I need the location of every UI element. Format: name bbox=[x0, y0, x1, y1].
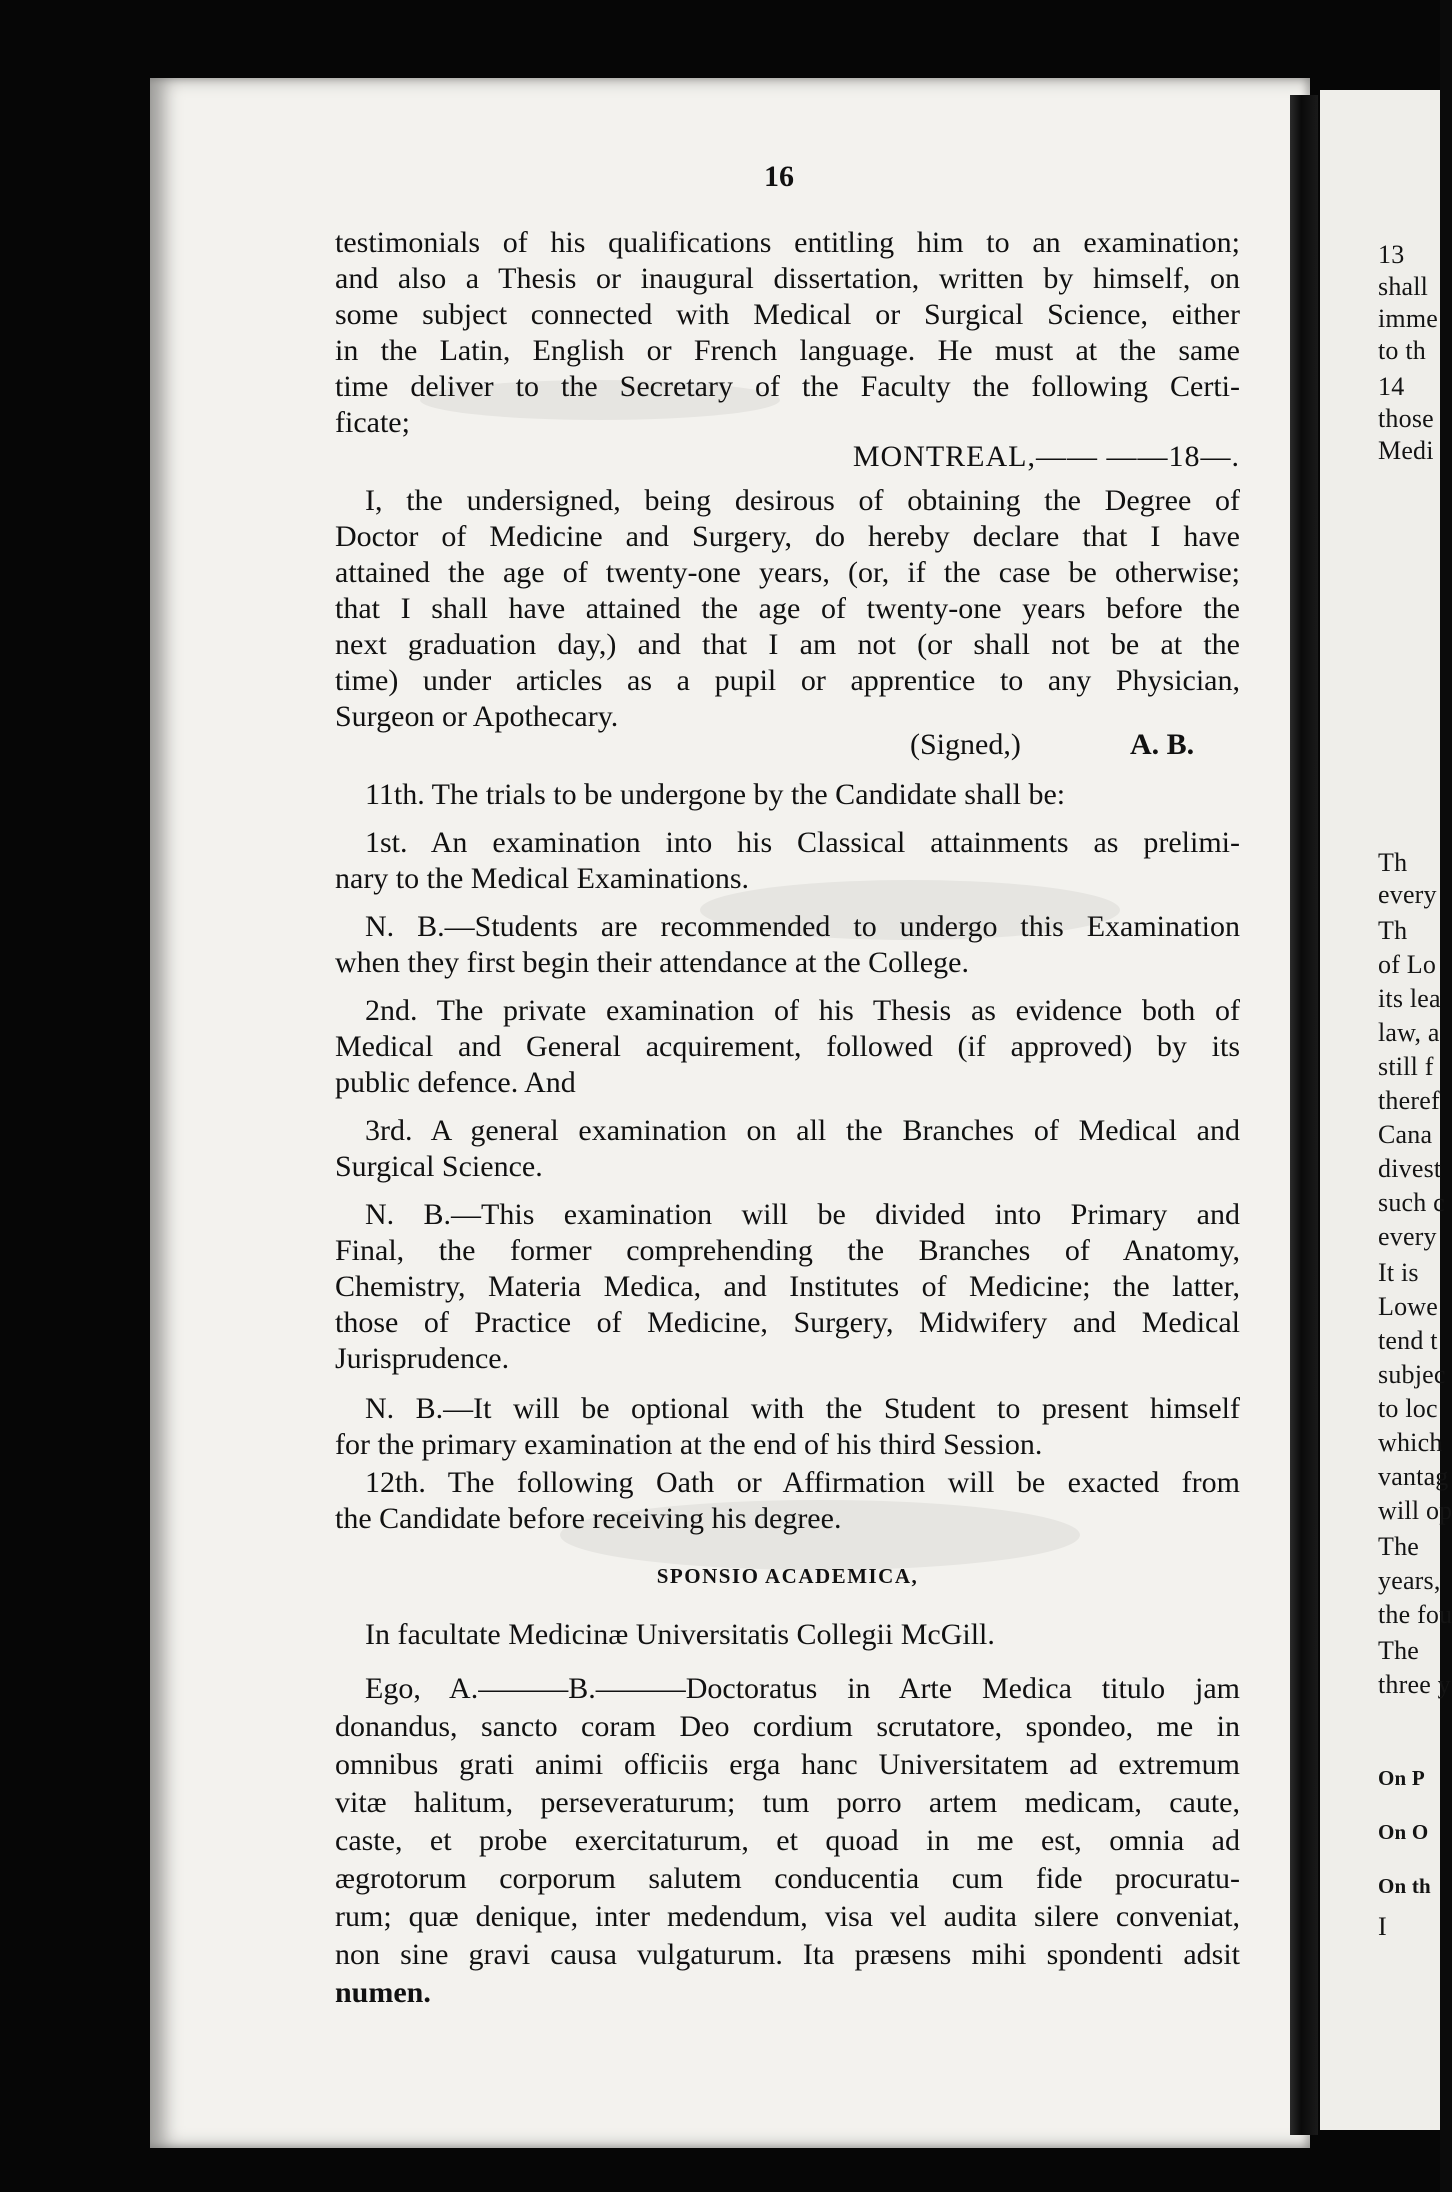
note-1: N. B.—Students are recommended to undergo this Examination bbox=[365, 910, 1240, 943]
latin-intro: In facultate Medicinæ Universitatis Collegii McGill. bbox=[365, 1618, 995, 1651]
adjacent-page-line: On P bbox=[1378, 1766, 1425, 1790]
text-line: some subject connected with Medical or Surgical Science, either bbox=[335, 298, 1240, 331]
note-1: when they first begin their attendance at the College. bbox=[335, 946, 969, 979]
adjacent-page-line: still f bbox=[1378, 1052, 1434, 1081]
item-third: 3rd. A general examination on all the Branches of Medical and bbox=[365, 1114, 1240, 1147]
adjacent-page-line: those bbox=[1378, 404, 1434, 433]
adjacent-page-line: which bbox=[1378, 1428, 1443, 1457]
adjacent-page-line: On O bbox=[1378, 1820, 1429, 1844]
note-2: Final, the former comprehending the Branches of Anatomy, bbox=[335, 1234, 1240, 1267]
latin-line: Ego, A.———B.———Doctoratus in Arte Medica titulo jam bbox=[365, 1672, 1240, 1705]
latin-line: donandus, sancto coram Deo cordium scrutatore, spondeo, me in bbox=[335, 1710, 1240, 1743]
note-3: for the primary examination at the end of his third Session. bbox=[335, 1428, 1043, 1461]
section-12: 12th. The following Oath or Affirmation will be exacted from bbox=[365, 1466, 1240, 1499]
text-line: ficate; bbox=[335, 406, 410, 439]
text-line: and also a Thesis or inaugural dissertation, written by himself, on bbox=[335, 262, 1240, 295]
certificate-line: attained the age of twenty-one years, (or, if the case be otherwise; bbox=[335, 556, 1240, 589]
adjacent-page-line: vantag bbox=[1378, 1462, 1449, 1491]
adjacent-page-line: Lowe bbox=[1378, 1292, 1438, 1321]
certificate-dateline: MONTREAL,—— ——18—. bbox=[852, 440, 1240, 473]
item-second: Medical and General acquirement, followed (if approved) by its bbox=[335, 1030, 1240, 1063]
sponsio-heading: SPONSIO ACADEMICA, bbox=[656, 1564, 919, 1588]
adjacent-page-line: the fou bbox=[1378, 1600, 1452, 1629]
latin-line: omnibus grati animi officiis erga hanc Universitatem ad extremum bbox=[335, 1748, 1240, 1781]
adjacent-page-line: law, a bbox=[1378, 1018, 1440, 1047]
adjacent-page-line: its lea bbox=[1378, 984, 1441, 1013]
item-first: 1st. An examination into his Classical attainments as prelimi- bbox=[365, 826, 1240, 859]
adjacent-page-line: years, bbox=[1378, 1566, 1441, 1595]
adjacent-page-line: theref bbox=[1378, 1086, 1440, 1115]
adjacent-page-line: I bbox=[1378, 1912, 1387, 1941]
adjacent-page-line: 13 bbox=[1378, 240, 1405, 269]
section-12: the Candidate before receiving his degree. bbox=[335, 1502, 842, 1535]
adjacent-page-line: Th bbox=[1378, 848, 1408, 877]
section-11: 11th. The trials to be undergone by the Candidate shall be: bbox=[365, 778, 1066, 811]
adjacent-page-line: On th bbox=[1378, 1874, 1431, 1898]
adjacent-page-line: The bbox=[1378, 1532, 1420, 1561]
adjacent-page-line: The bbox=[1378, 1636, 1420, 1665]
adjacent-page-line: to th bbox=[1378, 336, 1426, 365]
certificate-line: that I shall have attained the age of twenty-one years before the bbox=[335, 592, 1240, 625]
certificate-line: Surgeon or Apothecary. bbox=[335, 700, 619, 733]
note-2: Jurisprudence. bbox=[335, 1342, 510, 1375]
signed-label: (Signed,) bbox=[910, 728, 1021, 761]
adjacent-page-line: shall bbox=[1378, 272, 1429, 301]
certificate-line: Doctor of Medicine and Surgery, do hereby declare that I have bbox=[335, 520, 1240, 553]
text-line: time deliver to the Secretary of the Faculty the following Certi- bbox=[335, 370, 1240, 403]
adjacent-page-line: will op bbox=[1378, 1496, 1452, 1525]
note-2: N. B.—This examination will be divided into Primary and bbox=[365, 1198, 1240, 1231]
adjacent-page-line: of Lo bbox=[1378, 950, 1437, 979]
adjacent-page-line: subjec bbox=[1378, 1360, 1446, 1389]
adjacent-page-line: Th bbox=[1378, 916, 1408, 945]
latin-line: ægrotorum corporum salutem conducentia cum fide procuratu- bbox=[335, 1862, 1240, 1895]
adjacent-page-line: It is bbox=[1378, 1258, 1419, 1287]
note-2: those of Practice of Medicine, Surgery, Midwifery and Medical bbox=[335, 1306, 1240, 1339]
adjacent-page-line: divest bbox=[1378, 1154, 1442, 1183]
adjacent-page-line: to loc bbox=[1378, 1394, 1438, 1423]
adjacent-page-line: tend t bbox=[1378, 1326, 1438, 1355]
certificate-line: next graduation day,) and that I am not (or shall not be at the bbox=[335, 628, 1240, 661]
adjacent-page-line: three y bbox=[1378, 1670, 1451, 1699]
text-line: in the Latin, English or French language. He must at the same bbox=[335, 334, 1240, 367]
certificate-line: I, the undersigned, being desirous of obtaining the Degree of bbox=[365, 484, 1240, 517]
adjacent-page-line: imme bbox=[1378, 304, 1439, 333]
adjacent-page-line: every bbox=[1378, 880, 1437, 909]
note-3: N. B.—It will be optional with the Student to present himself bbox=[365, 1392, 1240, 1425]
latin-line: caste, et probe exercitaturum, et quoad in me est, omnia ad bbox=[335, 1824, 1240, 1857]
item-second: public defence. And bbox=[335, 1066, 576, 1099]
certificate-line: time) under articles as a pupil or apprentice to any Physician, bbox=[335, 664, 1240, 697]
latin-line: numen. bbox=[335, 1976, 431, 2009]
adjacent-page-line: every bbox=[1378, 1222, 1437, 1251]
text-line: testimonials of his qualifications entitling him to an examination; bbox=[335, 226, 1240, 259]
latin-line: non sine gravi causa vulgaturum. Ita præsens mihi spondenti adsit bbox=[335, 1938, 1240, 1971]
adjacent-page-line: Cana bbox=[1378, 1120, 1433, 1149]
signed-name: A. B. bbox=[1130, 728, 1195, 761]
note-2: Chemistry, Materia Medica, and Institutes of Medicine; the latter, bbox=[335, 1270, 1240, 1303]
adjacent-page-line: such c bbox=[1378, 1188, 1445, 1217]
latin-line: rum; quæ denique, inter medendum, visa vel audita silere conveniat, bbox=[335, 1900, 1240, 1933]
latin-line: vitæ halitum, perseveraturum; tum porro artem medicam, caute, bbox=[335, 1786, 1240, 1819]
item-second: 2nd. The private examination of his Thesis as evidence both of bbox=[365, 994, 1240, 1027]
item-first: nary to the Medical Examinations. bbox=[335, 862, 750, 895]
page-number: 16 bbox=[764, 160, 794, 193]
item-third: Surgical Science. bbox=[335, 1150, 543, 1183]
adjacent-page-line: Medi bbox=[1378, 436, 1434, 465]
adjacent-page-line: 14 bbox=[1378, 372, 1405, 401]
